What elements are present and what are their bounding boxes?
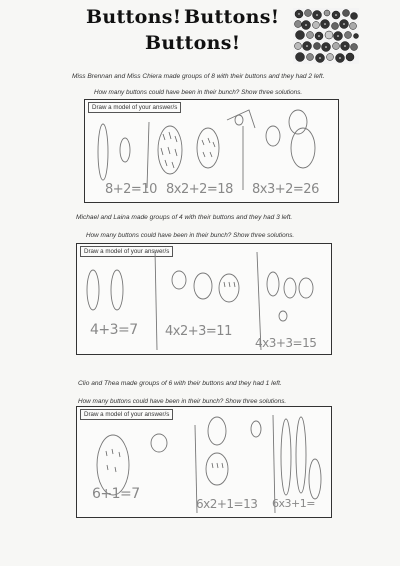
problem-3-box-label: Draw a model of your answer/s xyxy=(80,409,173,420)
title-word-2: Buttons! xyxy=(184,6,280,28)
problem-2-solution-1: 4+3=7 xyxy=(90,322,138,338)
problem-1-solution-2: 8x2+2=18 xyxy=(166,182,233,197)
problem-3-solution-1: 6+1=7 xyxy=(92,486,140,502)
problem-1-statement: Miss Brennan and Miss Chiera made groups of 8 with their buttons and they had 2 left. xyxy=(72,73,325,80)
button-collection-icon xyxy=(293,8,359,64)
problem-3-question: How many buttons could have been in their bunch? Show three solutions. xyxy=(78,398,287,405)
problem-3-statement: Clio and Thea made groups of 6 with their buttons and they had 1 left. xyxy=(78,380,282,387)
problem-3-solution-2: 6x2+1=13 xyxy=(196,497,258,511)
problem-1-question: How many buttons could have been in their bunch? Show three solutions. xyxy=(94,89,303,96)
title-word-1: Buttons! xyxy=(86,6,182,28)
problem-3-solution-3: 6x3+1= xyxy=(272,497,315,510)
problem-2-question: How many buttons could have been in their bunch? Show three solutions. xyxy=(86,232,295,239)
problem-2-box-label: Draw a model of your answer/s xyxy=(80,246,173,257)
problem-1-box-label: Draw a model of your answer/s xyxy=(88,102,181,113)
problem-2-solution-2: 4x2+3=11 xyxy=(165,324,232,339)
problem-2-solution-3: 4x3+3=15 xyxy=(255,336,317,350)
title-word-3: Buttons! xyxy=(145,32,241,54)
problem-2-statement: Michael and Laina made groups of 4 with their buttons and they had 3 left. xyxy=(76,214,293,221)
problem-1-solution-1: 8+2=10 xyxy=(105,182,157,197)
problem-1-solution-3: 8x3+2=26 xyxy=(252,182,319,197)
